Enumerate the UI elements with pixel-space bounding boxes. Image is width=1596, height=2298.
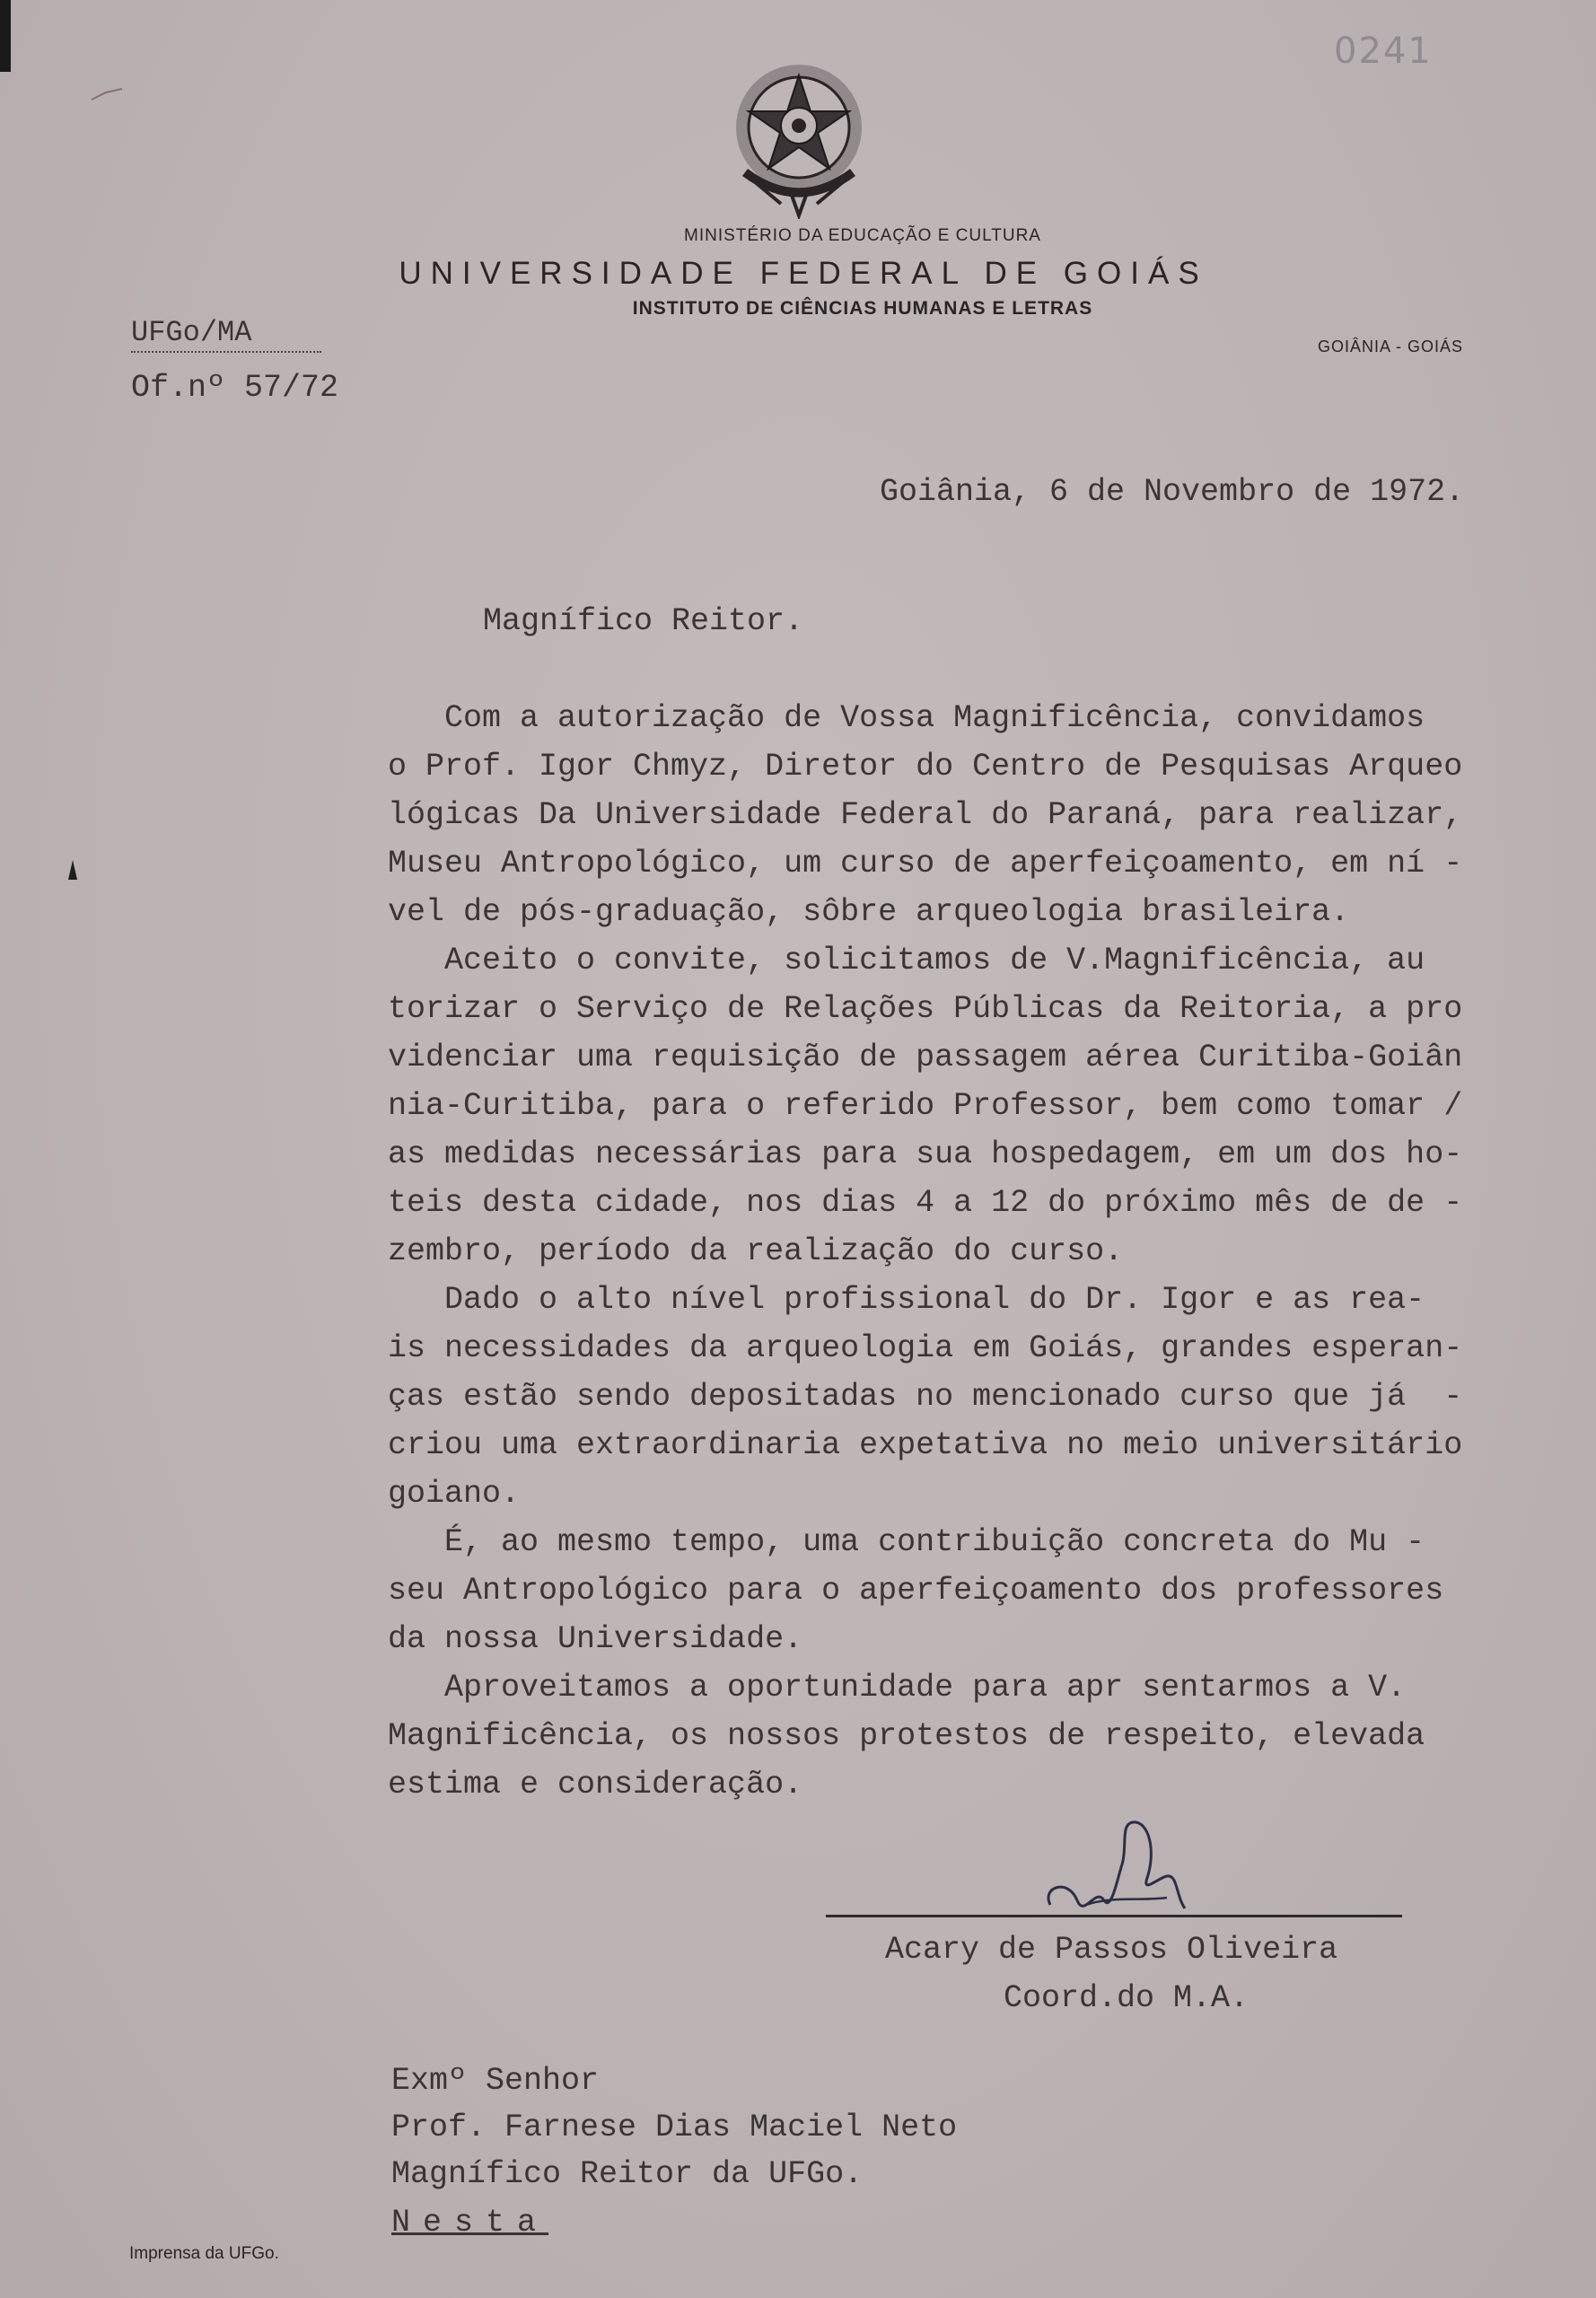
handwritten-signature xyxy=(1032,1815,1230,1950)
addressee-line: Exmº Senhor xyxy=(391,2063,600,2099)
body-line: ças estão sendo depositadas no mencionado curso que já - xyxy=(388,1379,1463,1415)
signer-name: Acary de Passos Oliveira xyxy=(885,1932,1338,1968)
body-line: lógicas Da Universidade Federal do Paraná, para realizar, xyxy=(388,797,1463,833)
body-line: as medidas necessárias para sua hospedagem, em um dos ho- xyxy=(388,1136,1463,1172)
body-line: nia-Curitiba, para o referido Professor, bem como tomar / xyxy=(388,1088,1463,1124)
body-line: is necessidades da arqueologia em Goiás, grandes esperan- xyxy=(388,1330,1463,1366)
body-line: videnciar uma requisição de passagem aérea Curitiba-Goiân xyxy=(388,1039,1463,1075)
signature-line xyxy=(826,1915,1402,1917)
body-line: vel de pós-graduação, sôbre arqueologia brasileira. xyxy=(388,894,1350,930)
body-line: criou uma extraordinaria expetativa no meio universitário xyxy=(388,1427,1463,1463)
body-line: Aceito o convite, solicitamos de V.Magnificência, au xyxy=(388,943,1425,978)
date-line: Goiânia, 6 de Novembro de 1972. xyxy=(880,474,1465,510)
body-line: Aproveitamos a oportunidade para apr sentarmos a V. xyxy=(388,1670,1407,1706)
university-heading: UNIVERSIDADE FEDERAL DE GOIÁS xyxy=(399,256,1208,291)
signer-title: Coord.do M.A. xyxy=(1004,1980,1250,2016)
reference-number: Of.nº 57/72 xyxy=(131,370,339,406)
pen-mark xyxy=(90,85,126,103)
body-line: zembro, período da realização do curso. xyxy=(388,1233,1124,1269)
body-line: seu Antropológico para o aperfeiçoamento dos professores xyxy=(388,1573,1444,1609)
addressee-title: Magnífico Reitor da UFGo. xyxy=(391,2156,864,2192)
addressee-name: Prof. Farnese Dias Maciel Neto xyxy=(391,2109,958,2145)
ministry-heading: MINISTÉRIO DA EDUCAÇÃO E CULTURA xyxy=(684,226,1041,245)
addressee-location: Nesta xyxy=(391,2205,549,2241)
institute-heading: INSTITUTO DE CIÊNCIAS HUMANAS E LETRAS xyxy=(632,298,1093,319)
printer-footer: Imprensa da UFGo. xyxy=(129,2244,279,2263)
archive-number: 0241 xyxy=(1334,31,1433,72)
body-line: teis desta cidade, nos dias 4 a 12 do próximo mês de de - xyxy=(388,1185,1463,1221)
salutation: Magnífico Reitor. xyxy=(483,603,804,639)
body-line: Com a autorização de Vossa Magnificência, convidamos xyxy=(388,700,1425,736)
body-line: É, ao mesmo tempo, uma contribuição concreta do Mu - xyxy=(388,1524,1425,1560)
body-line: o Prof. Igor Chmyz, Diretor do Centro de Pesquisas Arqueo xyxy=(388,749,1463,785)
margin-mark xyxy=(68,860,77,880)
body-line: Magnificência, os nossos protestos de respeito, elevada xyxy=(388,1718,1425,1754)
body-line: torizar o Serviço de Relações Públicas da Reitoria, a pro xyxy=(388,991,1463,1027)
body-line: Museu Antropológico, um curso de aperfeiçoamento, em ní - xyxy=(388,846,1463,881)
body-line: Dado o alto nível profissional do Dr. Igor e as rea- xyxy=(388,1282,1425,1318)
scan-edge-mark xyxy=(0,0,11,72)
coat-of-arms-emblem xyxy=(727,56,871,219)
body-line: da nossa Universidade. xyxy=(388,1621,803,1657)
reference-code: UFGo/MA xyxy=(131,316,321,353)
body-line: estima e consideração. xyxy=(388,1767,803,1802)
letterhead-city: GOIÂNIA - GOIÁS xyxy=(1318,338,1464,355)
body-line: goiano. xyxy=(388,1476,521,1512)
